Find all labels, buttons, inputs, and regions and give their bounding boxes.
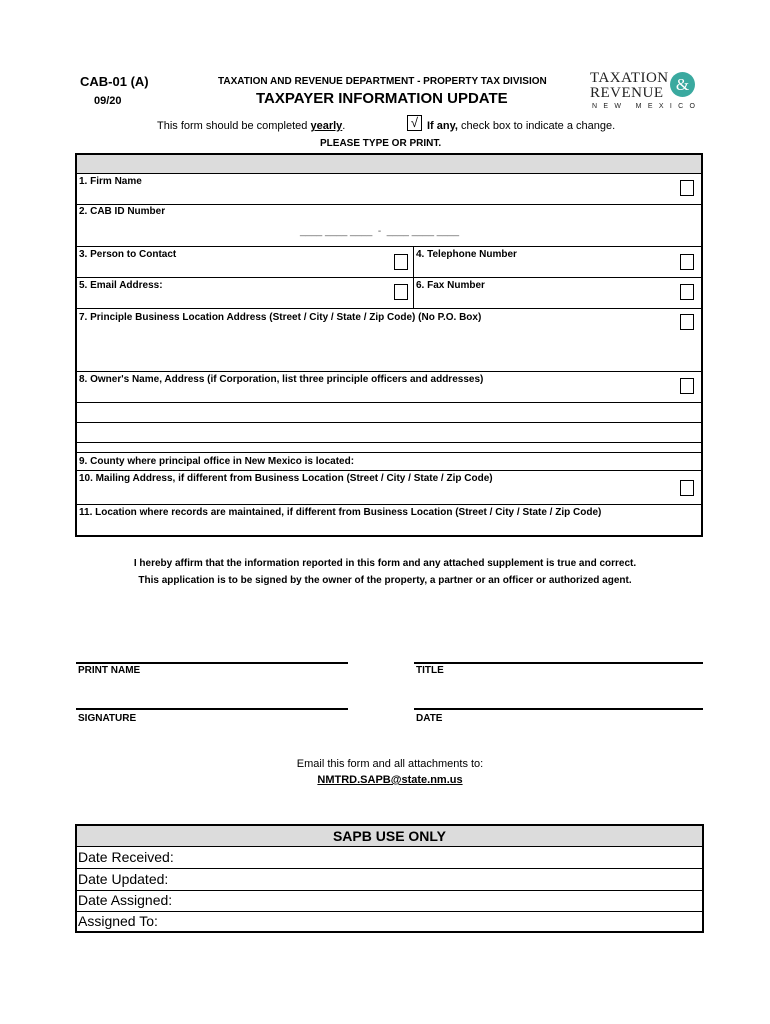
- records-location-label: 11. Location where records are maintained, if different from Business Location (Street / City / State / Zip Code): [79, 507, 602, 518]
- date-label: DATE: [416, 713, 443, 724]
- taxation-revenue-logo: [590, 70, 702, 114]
- logo-line-new-mexico: N E W M E X I C O: [592, 103, 698, 110]
- office-row-divider: [77, 911, 702, 912]
- owner-label: 8. Owner's Name, Address (if Corporation, list three principle officers and addresses): [79, 374, 484, 385]
- form-date: 09/20: [94, 95, 122, 107]
- row-divider: [77, 308, 701, 309]
- signature-line[interactable]: [76, 708, 348, 710]
- email-change-checkbox[interactable]: [394, 284, 408, 300]
- office-row-divider: [77, 890, 702, 891]
- column-divider: [413, 246, 414, 308]
- logo-ampersand-badge: &: [670, 72, 695, 97]
- print-name-label: PRINT NAME: [78, 665, 141, 676]
- date-line[interactable]: [414, 708, 703, 710]
- email-label: 5. Email Address:: [79, 280, 163, 291]
- cab-id-pattern: ____ ____ ____ - ____ ____ ____: [300, 226, 460, 237]
- logo-line-revenue: REVENUE: [590, 85, 664, 101]
- firm-name-label: 1. Firm Name: [79, 176, 142, 187]
- person-contact-change-checkbox[interactable]: [394, 254, 408, 270]
- affirmation-line-2: This application is to be signed by the owner of the property, a partner or an officer or authorized agent.: [138, 575, 632, 586]
- row-divider: [77, 422, 701, 423]
- date-assigned-label: Date Assigned:: [78, 892, 173, 908]
- print-name-line[interactable]: [76, 662, 348, 664]
- county-label: 9. County where principal office in New Mexico is located:: [79, 456, 355, 467]
- row-divider: [77, 204, 701, 205]
- assigned-to-label: Assigned To:: [78, 913, 158, 929]
- fax-change-checkbox[interactable]: [680, 284, 694, 300]
- fax-label: 6. Fax Number: [416, 280, 485, 291]
- affirmation-line-1: I hereby affirm that the information reported in this form and any attached supplement is true and correct.: [133, 558, 637, 569]
- business-address-label: 7. Principle Business Location Address (Street / City / State / Zip Code) (No P.O. Box): [79, 312, 482, 323]
- person-contact-label: 3. Person to Contact: [79, 249, 177, 260]
- cab-id-label: 2. CAB ID Number: [79, 206, 166, 217]
- title-line[interactable]: [414, 662, 703, 664]
- row-divider: [77, 452, 701, 453]
- row-divider: [77, 246, 701, 247]
- title-label: TITLE: [416, 665, 444, 676]
- date-received-label: Date Received:: [78, 849, 174, 865]
- change-checkbox-example: √: [407, 115, 422, 131]
- firm-name-change-checkbox[interactable]: [680, 180, 694, 196]
- mailing-address-change-checkbox[interactable]: [680, 480, 694, 496]
- mailing-address-label: 10. Mailing Address, if different from Business Location (Street / City / State / Zip Code): [79, 473, 493, 484]
- row-divider: [77, 277, 701, 278]
- department-name: TAXATION AND REVENUE DEPARTMENT - PROPERTY TAX DIVISION: [218, 76, 547, 87]
- form-title: TAXPAYER INFORMATION UPDATE: [256, 90, 508, 107]
- office-use-heading: SAPB USE ONLY: [77, 826, 702, 847]
- business-address-change-checkbox[interactable]: [680, 314, 694, 330]
- instruction-text: This form should be completed yearly.: [157, 120, 346, 132]
- telephone-change-checkbox[interactable]: [680, 254, 694, 270]
- signature-label: SIGNATURE: [78, 713, 137, 724]
- row-divider: [77, 371, 701, 372]
- table-header-band: [77, 155, 701, 174]
- date-updated-label: Date Updated:: [78, 871, 169, 887]
- row-divider: [77, 442, 701, 443]
- office-row-divider: [77, 868, 702, 869]
- email-instruction: Email this form and all attachments to:: [296, 758, 484, 770]
- form-code: CAB-01 (A): [80, 74, 149, 89]
- submission-email-link[interactable]: NMTRD.SAPB@state.nm.us: [317, 774, 463, 786]
- logo-line-taxation: TAXATION: [590, 70, 669, 86]
- change-instruction: If any, check box to indicate a change.: [427, 120, 616, 132]
- telephone-label: 4. Telephone Number: [416, 249, 517, 260]
- row-divider: [77, 470, 701, 471]
- owner-change-checkbox[interactable]: [680, 378, 694, 394]
- type-or-print-note: PLEASE TYPE OR PRINT.: [320, 138, 442, 149]
- row-divider: [77, 504, 701, 505]
- row-divider: [77, 402, 701, 403]
